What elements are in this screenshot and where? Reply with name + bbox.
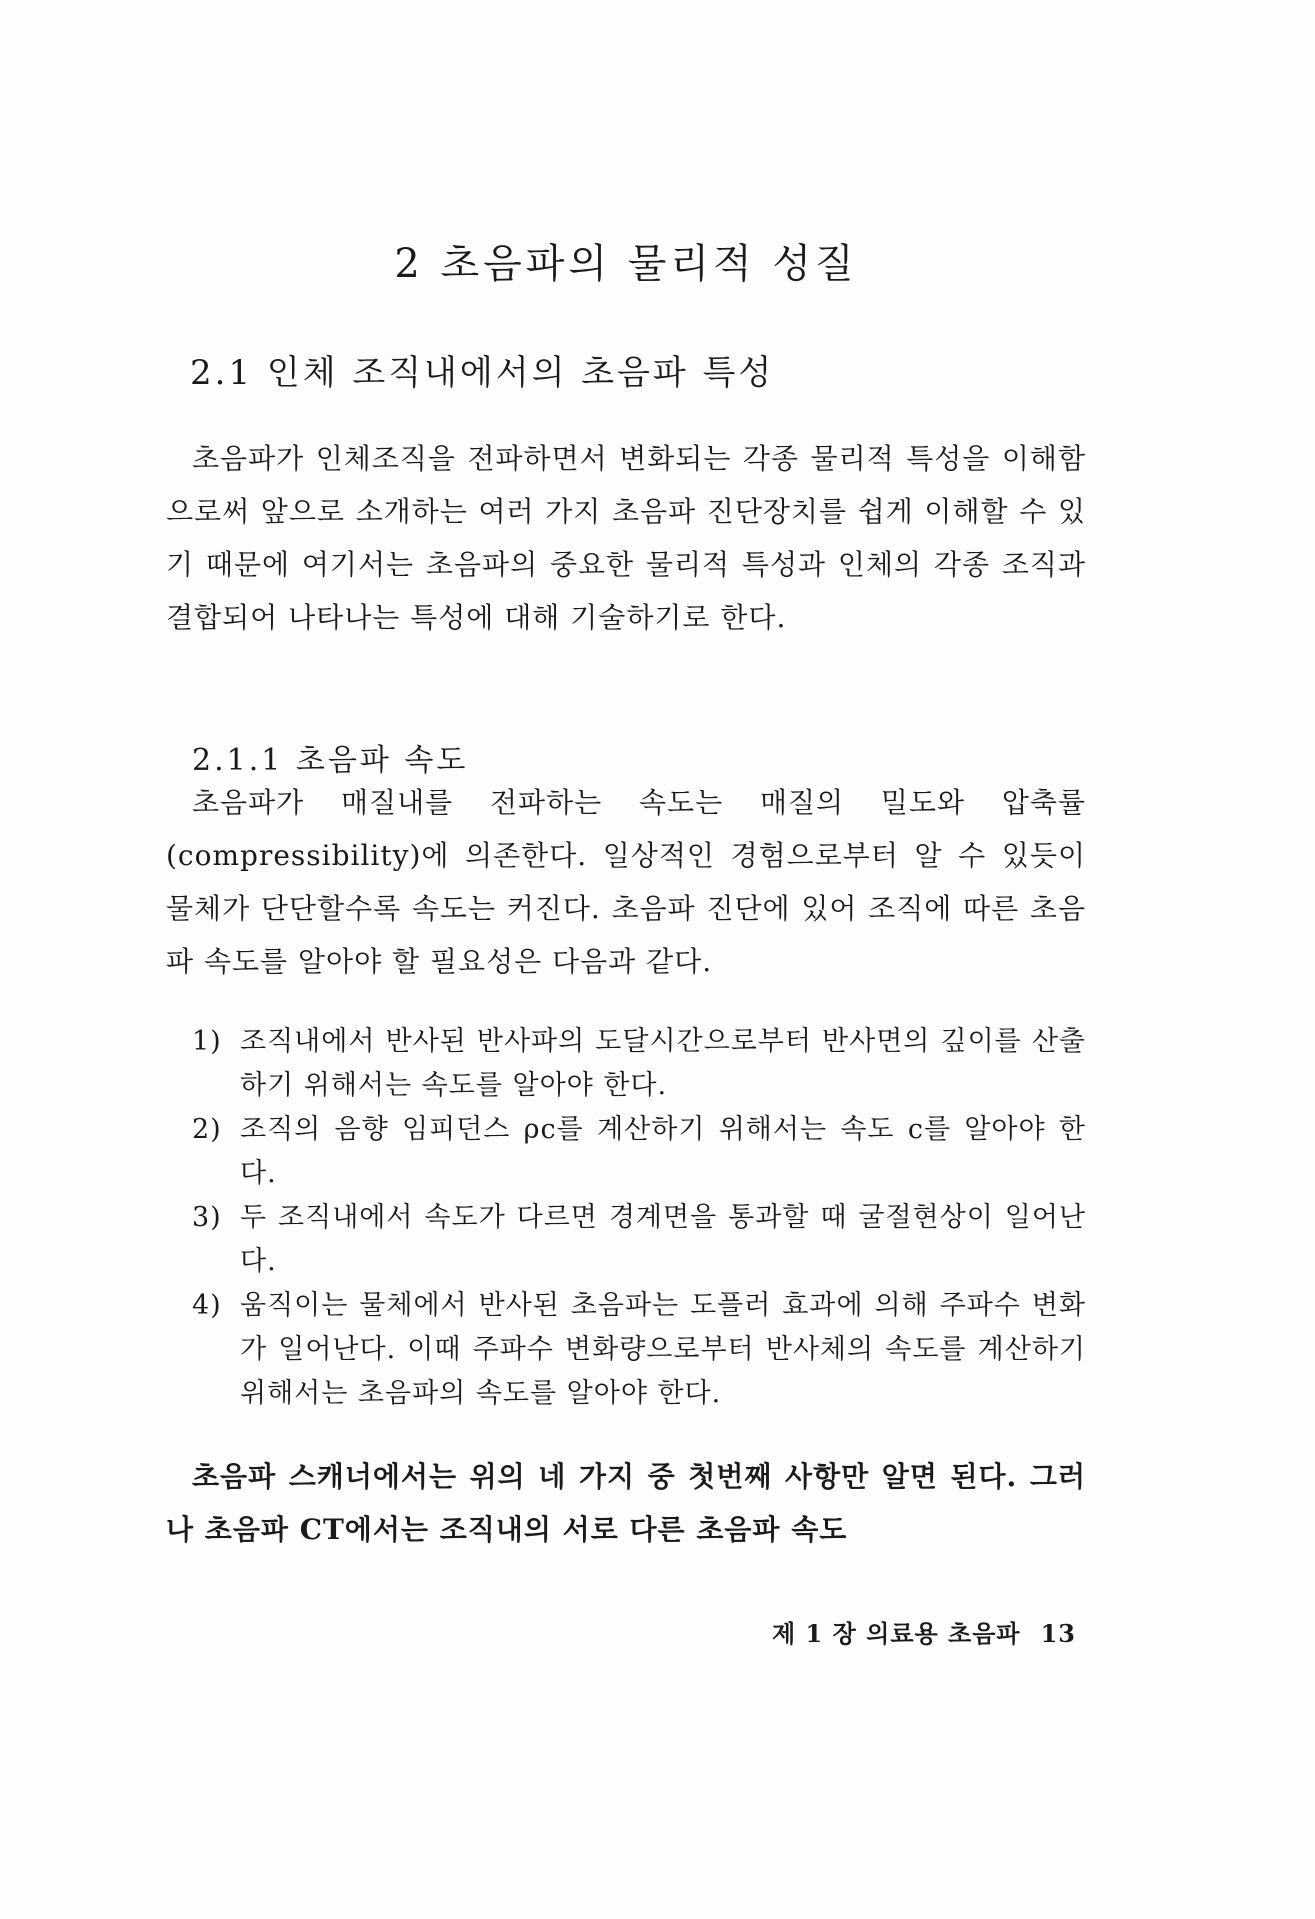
intro-paragraph [166,432,1086,644]
list-item-text: 두 조직내에서 속도가 다르면 경계면을 통과할 때 굴절현상이 일어난다. [240,1202,1086,1277]
list-item-number: 3) [192,1202,222,1233]
closing-paragraph-text: 초음파 스캐너에서는 위의 네 가지 중 첫번째 사항만 알면 된다. 그러나 초음파 CT에서는 조직내의 서로 다른 초음파 속도 [166,1460,1086,1546]
list-item-number: 2) [192,1114,222,1145]
speed-paragraph [166,776,1086,988]
requirements-list [192,1020,1086,1416]
list-item-number: 4) [192,1290,222,1321]
list-item-text: 움직이는 물체에서 반사된 초음파는 도플러 효과에 의해 주파수 변화가 일어난다. 이때 주파수 변화량으로부터 반사체의 속도를 계산하기 위해서는 초음파의 속도를 알아야 한다. [240,1290,1086,1409]
subsection-title: 2.1.1 초음파 속도 [192,743,469,778]
list-item-number: 1) [192,1026,222,1057]
chapter-title: 2 초음파의 물리적 성질 [394,241,858,287]
closing-paragraph [166,1450,1086,1556]
list-item [192,1284,1086,1416]
footer-chapter-label: 제 1 장 의료용 초음파 [772,1619,1021,1648]
section-title: 2.1 인체 조직내에서의 초음파 특성 [190,353,775,393]
list-item [192,1020,1086,1108]
page-number: 13 [1040,1619,1076,1648]
list-item [192,1108,1086,1196]
list-item [192,1196,1086,1284]
page-footer [772,1614,1076,1649]
speed-paragraph-text: 초음파가 매질내를 전파하는 속도는 매질의 밀도와 압축률 (compressibility)에 의존한다. 일상적인 경험으로부터 알 수 있듯이 물체가 단단할수록 속도는 커진다. 초음파 진단에 있어 조직에 따른 초음파 속도를 알아야 할 필요성은 다음과 같다. [166,786,1086,978]
list-item-text: 조직내에서 반사된 반사파의 도달시간으로부터 반사면의 깊이를 산출하기 위해서는 속도를 알아야 한다. [240,1026,1086,1101]
list-item-text: 조직의 음향 임피던스 ρc를 계산하기 위해서는 속도 c를 알아야 한다. [240,1114,1086,1189]
intro-paragraph-text: 초음파가 인체조직을 전파하면서 변화되는 각종 물리적 특성을 이해함으로써 앞으로 소개하는 여러 가지 초음파 진단장치를 쉽게 이해할 수 있기 때문에 여기서는 초음파의 중요한 물리적 특성과 인체의 각종 조직과 결합되어 나타나는 특성에 대해 기술하기로 한다. [166,442,1086,634]
